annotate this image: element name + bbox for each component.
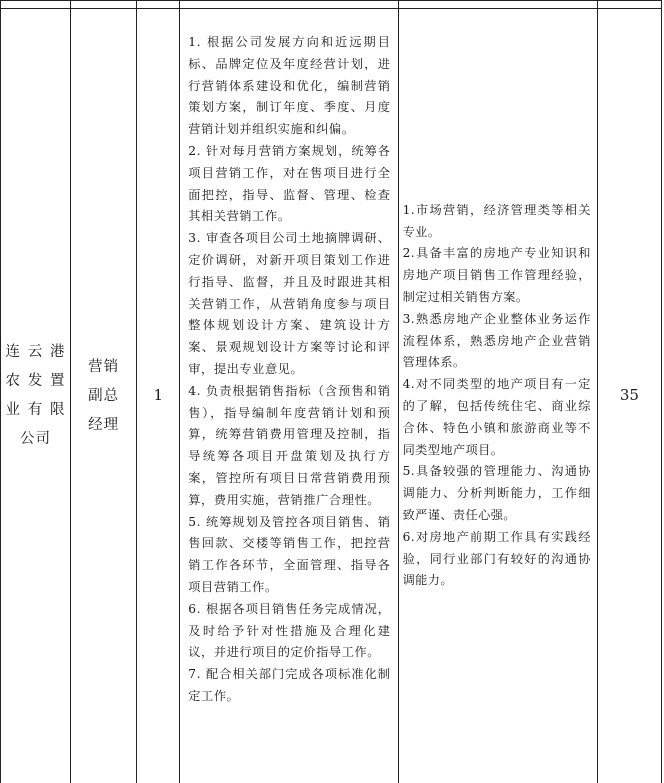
remnant-cell (71, 1, 137, 9)
requirement-item: 1.市场营销，经济管理类等相关专业。 (402, 202, 591, 239)
age-limit-value: 35 (619, 386, 639, 404)
position-title: 营销副总经理 (88, 358, 120, 433)
requirement-item: 2.具备丰富的房地产专业知识和房地产项目销售工作管理经验，制定过相关销售方案。 (402, 246, 591, 305)
remnant-cell (137, 1, 180, 9)
duty-item: 3. 审查各项目公司土地摘牌调研、定价调研，对新开项目策划工作进行指导、监督，并且及时跟进其相关营销工作，从营销角度参与项目整体规划设计方案、建筑设计方案、景观规划设计方案等讨论和评审，提出专业意见。 (188, 231, 391, 376)
requirement-item: 5.具备较强的管理能力、沟通协调能力、分析判断能力，工作细致严谨、责任心强。 (402, 464, 591, 522)
remnant-cell (597, 1, 661, 9)
remnant-cell (1, 1, 71, 9)
requirements-list (399, 200, 597, 592)
age-cell (597, 9, 661, 783)
duties-cell (180, 9, 398, 783)
company-name: 连云港农发置业有限公司 (5, 344, 66, 447)
duties-list (180, 9, 397, 708)
remnant-cell (180, 1, 398, 9)
requirement-item: 4.对不同类型的地产项目有一定的了解，包括传统住宅、商业综合体、特色小镇和旅游商业等不同类型地产项目。 (402, 377, 591, 457)
position-cell (71, 9, 137, 783)
requirement-item: 6.对房地产前期工作具有实践经验，同行业部门有较好的沟通协调能力。 (402, 529, 591, 588)
duty-item: 5. 统筹规划及管控各项目销售、销售回款、交楼等销售工作，把控营销工作各环节，全面管理、指导各项目营销工作。 (188, 514, 391, 594)
company-cell (1, 9, 71, 783)
duty-item: 7. 配合相关部门完成各项标准化制定工作。 (188, 667, 391, 703)
headcount-value: 1 (153, 386, 163, 404)
requirement-item: 3.熟悉房地产企业整体业务运作流程体系，熟悉房地产企业营销管理体系。 (402, 311, 591, 370)
headcount-cell (137, 9, 180, 783)
duty-item: 1. 根据公司发展方向和近远期目标、品牌定位及年度经营计划，进行营销体系建设和优化，编制营销策划方案，制订年度、季度、月度营销计划并组织实施和纠偏。 (188, 35, 391, 137)
duty-item: 2. 针对每月营销方案规划，统筹各项目营销工作，对在售项目进行全面把控，指导、监督、管理、检查其相关营销工作。 (188, 143, 391, 224)
requirements-cell (398, 9, 597, 783)
table-row (1, 9, 662, 783)
remnant-cell (398, 1, 597, 9)
duty-item: 6. 根据各项目销售任务完成情况，及时给予针对性措施及合理化建议，并进行项目的定价指导工作。 (188, 601, 391, 660)
duty-item: 4. 负责根据销售指标（含预售和销售），指导编制年度营销计划和预算，统筹营销费用管理及控制，指导统筹各项目开盘策划及执行方案，管控所有项目日常营销费用预算，费用实施，营销推广合理性。 (188, 383, 391, 507)
previous-row-remnant (1, 1, 662, 9)
